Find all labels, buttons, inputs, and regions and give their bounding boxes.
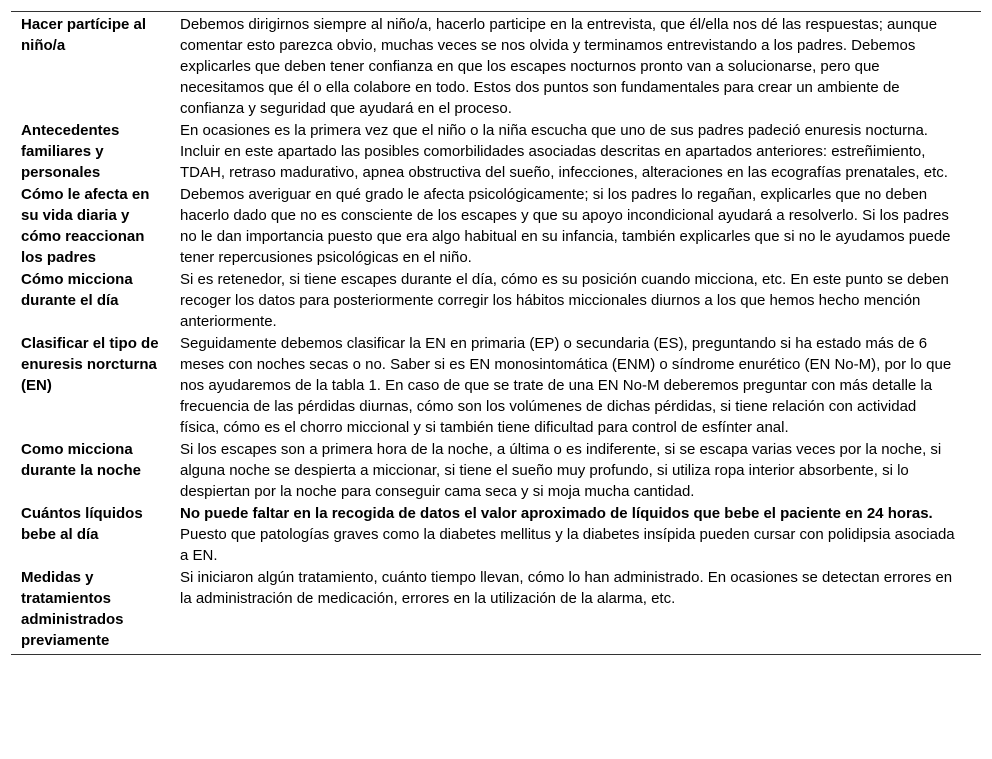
- row-term: Medidas y tratamientos administrados previamente: [21, 569, 124, 649]
- row-description: Si los escapes son a primera hora de la noche, a última o es indiferente, si se escapa varias veces por la noche, si alguna noche se despierta a miccionar, si tiene el sueño muy profundo, si utiliza ropa interior absorbente, si lo despiertan por la noche para conseguir cama seca y si moja mucha cantidad.: [180, 441, 942, 500]
- row-description: [170, 502, 981, 566]
- table-row: [11, 12, 981, 119]
- table-row: [11, 119, 981, 183]
- interview-table: [11, 11, 981, 655]
- row-term: Como micciona durante la noche: [21, 441, 142, 479]
- row-term: Cómo le afecta en su vida diaria y cómo reaccionan los padres: [21, 186, 150, 266]
- row-term: Clasificar el tipo de enuresis norcturna (EN): [21, 335, 159, 394]
- data-table: [11, 12, 981, 654]
- table-row: [11, 566, 981, 654]
- table-row: [11, 502, 981, 566]
- table-row: [11, 332, 981, 438]
- row-description: Seguidamente debemos clasificar la EN en primaria (EP) o secundaria (ES), preguntando si ha estado más de 6 meses con noches secas o no. Saber si es EN monosintomática (ENM) o síndrome enurético (EN No-M), por lo que nos ayudaremos de la tabla 1. En caso de que se trate de una EN No-M deberemos preguntar con más detalle la frecuencia de las pérdidas diurnas, cómo son los volúmenes de dichas pérdidas, si tiene relación con actividad física, cómo es el chorro miccional y si también tiene dificultad para control de esfínter anal.: [180, 335, 952, 436]
- row-term: Cómo micciona durante el día: [21, 271, 133, 309]
- table-row: [11, 268, 981, 332]
- table-row: [11, 183, 981, 268]
- row-term: Hacer partícipe al niño/a: [21, 16, 147, 54]
- row-description: Debemos dirigirnos siempre al niño/a, hacerlo participe en la entrevista, que él/ella nos dé las respuestas; aunque comentar esto parezca obvio, muchas veces se nos olvida y terminamos entrevistando a los padres. Debemos explicarles que deben tener confianza en que los escapes nocturnos pronto van a solucionarse, pero que necesitamos que él o ella colabore en todo. Estos dos puntos son fundamentales para crear un ambiente de confianza y seguridad que ayudará en el proceso.: [180, 16, 938, 117]
- row-description: Si iniciaron algún tratamiento, cuánto tiempo llevan, cómo lo han administrado. En ocasiones se detectan errores en la administración de medicación, errores en la utilización de la alarma, etc.: [180, 569, 953, 607]
- table-row: [11, 438, 981, 502]
- row-description: Si es retenedor, si tiene escapes durante el día, cómo es su posición cuando micciona, etc. En este punto se deben recoger los datos para posteriormente corregir los hábitos miccionales diurnos a los que hemos hecho mención anteriormente.: [180, 271, 949, 330]
- row-term: Antecedentes familiares y personales: [21, 122, 120, 181]
- row-description: Debemos averiguar en qué grado le afecta psicológicamente; si los padres lo regañan, explicarles que no deben hacerlo dado que no es consciente de los escapes y que su apoyo incondicional ayudará a resolverlo. Si los padres no le dan importancia puesto que era algo habitual en su infancia, también explicarles que si no le ayudamos puede tener repercusiones psicológicas en el niño.: [180, 186, 951, 266]
- row-term: Cuántos líquidos bebe al día: [21, 505, 143, 543]
- row-description-bold: No puede faltar en la recogida de datos el valor aproximado de líquidos que bebe el paciente en 24 horas.: [180, 505, 933, 522]
- row-description: En ocasiones es la primera vez que el niño o la niña escucha que uno de sus padres padeció enuresis nocturna. Incluir en este apartado las posibles comorbilidades asociadas descritas en apartados anteriores: estreñimiento, TDAH, retraso madurativo, apnea obstructiva del sueño, infecciones, alteraciones en las ecografías prenatales, etc.: [180, 122, 948, 181]
- row-description-rest: Puesto que patologías graves como la diabetes mellitus y la diabetes insípida pueden cursar con polidipsia asociada a EN.: [180, 526, 955, 564]
